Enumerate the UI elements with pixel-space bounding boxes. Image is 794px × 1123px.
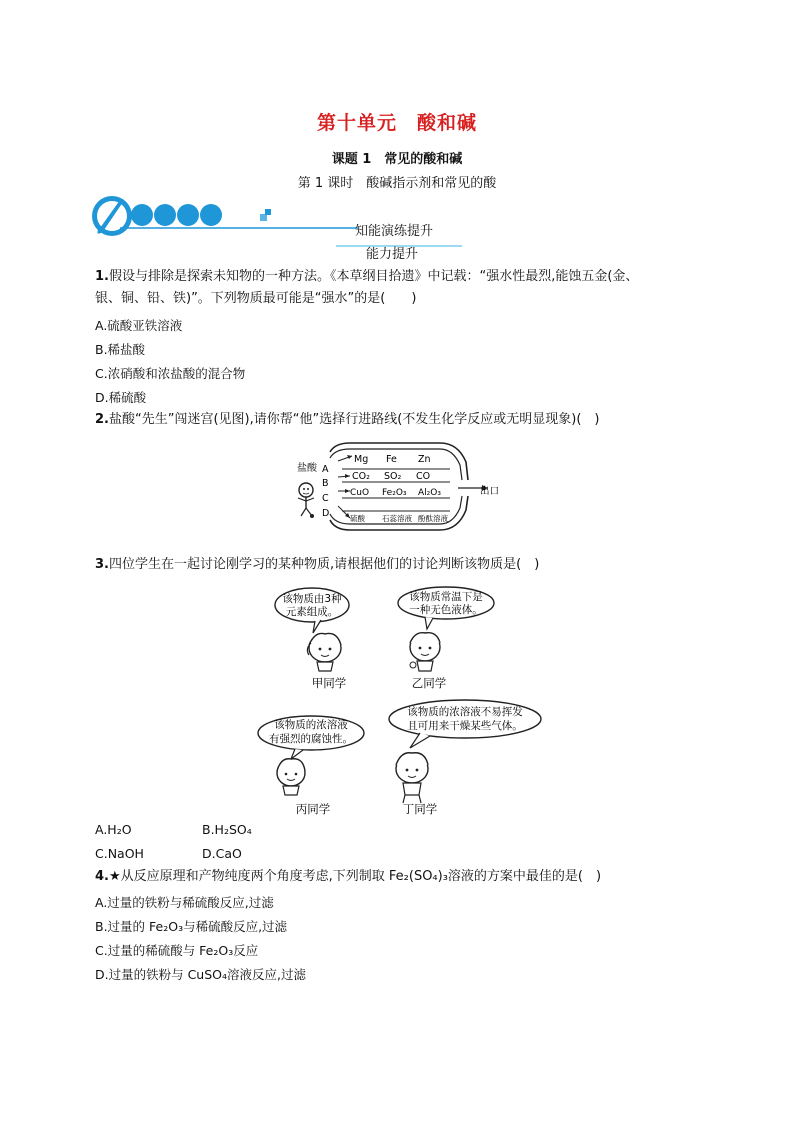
period-title: 第 1 课时 酸碱指示剂和常见的酸 [297,176,497,191]
question-1-option-c: C.浓硝酸和浓盐酸的混合物 [95,366,246,381]
question-4-stem: ★从反应原理和产物纯度两个角度考虑,下列制取 Fe₂(SO₄)₃溶液的方案中最佳的是( ) [108,869,602,884]
question-4-option-a: A.过量的铁粉与稀硫酸反应,过滤 [95,895,274,910]
banner-dot-3 [177,204,199,226]
speech-1-line2: 元素组成。 [285,606,339,618]
route-d-item-3: 酚酞溶液 [418,514,448,523]
route-b-item-1: CO₂ [352,471,370,482]
student-yi-icon [410,633,440,671]
question-2-number: 2. [95,412,109,427]
speech-4-line1: 该物质的浓溶液不易挥发 [407,706,523,718]
question-1-stem-line2: 银、铜、铅、铁)”。下列物质最可能是“强水”的是( ) [95,291,417,306]
brush-badge-icon [92,196,132,236]
maze-figure [290,440,510,535]
student-3-name: 丙同学 [295,802,331,816]
route-c-item-1: CuO [350,488,370,498]
question-4-option-b: B.过量的 Fe₂O₃与稀硫酸反应,过滤 [95,919,288,934]
question-3-option-a: A.H₂O [95,822,132,837]
route-letter-d: D [322,508,330,519]
speech-2-line2: 一种无色液体。 [409,604,483,616]
question-1-number: 1. [95,269,109,284]
speech-3-line2: 有强烈的腐蚀性。 [269,733,353,745]
route-a-item-2: Fe [386,454,397,465]
route-c-item-2: Fe₂O₃ [382,488,407,498]
lesson-title: 课题 1 常见的酸和碱 [331,152,463,167]
discussion-figure [255,583,555,819]
student-ding-icon [396,753,428,803]
route-letter-c: C [322,493,329,504]
question-1 [95,266,705,310]
route-a-item-1: Mg [354,454,369,465]
speech-1-line1: 该物质由3种 [282,593,342,605]
speech-3-line1: 该物质的浓溶液 [274,719,348,731]
banner-dot-4 [200,204,222,226]
student-bing-icon [277,759,305,795]
section-label: 知能演练提升 [355,224,434,239]
hydrochloric-acid-character-icon [298,483,314,518]
route-c-item-3: Al₂O₃ [418,488,441,498]
banner-dot-1 [131,204,153,226]
question-3-option-b: B.H₂SO₄ [202,822,252,837]
question-2 [95,409,705,431]
question-1-option-a: A.硫酸亚铁溶液 [95,318,183,333]
character-label: 盐酸 [297,463,317,474]
subsection-label: 能力提升 [366,247,419,262]
question-1-option-b: B.稀盐酸 [95,342,146,357]
question-3-number: 3. [95,557,109,572]
student-jia-icon [307,633,341,671]
banner-dot-2 [154,204,176,226]
question-3-stem: 四位学生在一起讨论刚学习的某种物质,请根据他们的讨论判断该物质是( ) [108,557,540,572]
question-1-stem-line1: 假设与排除是探索未知物的一种方法。《本草纲目拾遗》中记载：“强水性最烈,能蚀五金(金、 [108,269,639,284]
question-3-option-c: C.NaOH [95,846,144,861]
question-4 [95,866,705,888]
route-d-item-2: 石蕊溶液 [382,514,412,523]
question-2-stem: 盐酸“先生”闯迷宫(见图),请你帮“他”选择行进路线(不发生化学反应或无明显现象)( ) [108,412,600,427]
question-1-option-d: D.稀硫酸 [95,390,147,405]
speech-4-line2: 且可用来干燥某些气体。 [407,720,523,732]
speech-2-line1: 该物质常温下是 [409,591,483,603]
route-a-item-3: Zn [418,454,431,465]
question-4-option-c: C.过量的稀硫酸与 Fe₂O₃反应 [95,943,259,958]
route-letter-b: B [322,478,329,489]
question-3-option-d: D.CaO [202,846,242,861]
student-1-name: 甲同学 [311,676,347,690]
question-3 [95,554,705,576]
unit-title: 第十单元 酸和碱 [316,112,477,134]
route-d-item-1: 硫酸 [350,514,365,523]
student-4-name: 丁同学 [402,802,438,816]
exit-label: 出口 [480,486,500,497]
route-b-item-3: CO [416,471,431,482]
question-4-option-d: D.过量的铁粉与 CuSO₄溶液反应,过滤 [95,967,306,982]
question-4-number: 4. [95,869,109,884]
route-b-item-2: SO₂ [384,471,402,482]
route-letter-a: A [322,464,329,475]
student-2-name: 乙同学 [411,676,447,690]
square-deco-icon [260,209,271,221]
